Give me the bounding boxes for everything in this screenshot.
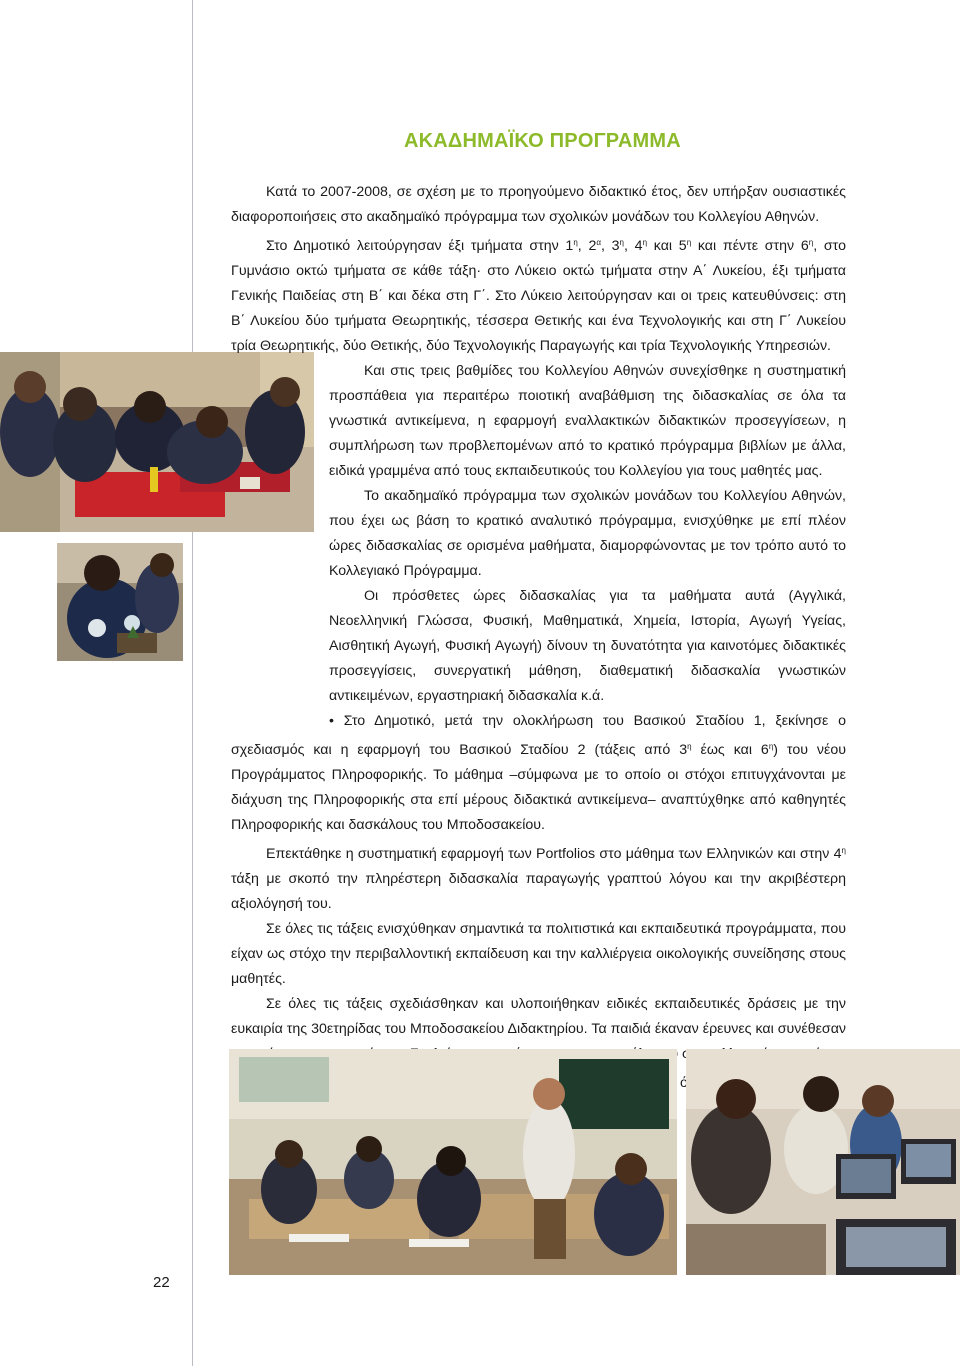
- ordinal-superscript: η: [768, 742, 774, 751]
- photo-classroom-teacher: [229, 1049, 677, 1275]
- paragraph-text: ) του νέου Προγράμματος Πληροφορικής. Το μάθημα –σύμφωνα με το οποίο οι στόχοι επιτυγχάνονται με διάχυση της Πληροφορικής στα επί μέρους διδακτικά αντικείμενα– αναπτύχθηκε από καθηγητές Πληροφορικής και δασκάλους του Μποδοσακείου.: [231, 742, 846, 833]
- ordinal-superscript: η: [573, 238, 578, 247]
- paragraph: [231, 230, 846, 359]
- paragraph-text: Σε όλες τις τάξεις ενισχύθηκαν σημαντικά τα πολιτιστικά και εκπαιδευτικά προγράμματα, που είχαν ως στόχο την περιβαλλοντική εκπαίδευση και την καλλιέργεια οικολογικής συνείδησης στους μαθητές.: [231, 921, 846, 987]
- paragraph: [231, 917, 846, 992]
- paragraph: [231, 838, 846, 917]
- ordinal-superscript: η: [808, 238, 814, 247]
- paragraph-text: , στο Γυμνάσιο οκτώ τμήματα σε κάθε τάξη· στο Λύκειο οκτώ τμήματα στην Α΄ Λυκείου, έξι τμήματα Γενικής Παιδείας στη Β΄ και δέκα στη Γ΄. Στο Λύκειο λειτούργησαν και οι τρεις κατευθύνσεις: στη Β΄ Λυκείου δύο τμήματα Θεωρητικής, τέσσερα Θετικής και ένα Τεχνολογικής και στη Γ΄ Λυκείου τρία Θεωρητικής, δύο Θετικής, δύο Τεχνολογικής Παραγωγής και τρία Τεχνολογικής Υπηρεσιών.: [231, 238, 846, 354]
- paragraph-text: Επεκτάθηκε η συστηματική εφαρμογή των Portfolios στο μάθημα των Ελληνικών και στην 4: [266, 846, 842, 862]
- paragraph-text: Οι πρόσθετες ώρες διδασκαλίας για τα μαθήματα αυτά (Αγγλικά, Νεοελληνική Γλώσσα, Φυσική, Μαθηματικά, Χημεία, Ιστορία, Αγωγή Υγείας, Αισθητική Αγωγή, Φυσική Αγωγή) δίνουν τη δυνατότητα για καινοτόμες διδακτικές προσεγγίσεις, συνεργατική μάθηση, διαθεματική διδασκαλία γνωστικών αντικειμένων, εργαστηριακή διδασκαλία κ.ά.: [329, 588, 846, 704]
- paragraph-text: έως και 6: [691, 742, 769, 758]
- ordinal-superscript: η: [686, 238, 692, 247]
- bullet-paragraph: [231, 709, 846, 838]
- paragraph-text: και πέντε στην 6: [691, 238, 809, 254]
- paragraph: [231, 180, 846, 230]
- paragraph-text: Στο Δημοτικό, μετά την ολοκλήρωση του Βασικού Σταδίου 1, ξεκίνησε ο σχεδιασμός και η εφαρμογή του Βασικού Σταδίου 2 (τάξεις από 3: [231, 713, 846, 758]
- paragraph-text: Και στις τρεις βαθμίδες του Κολλεγίου Αθηνών συνεχίσθηκε η συστηματική προσπάθεια για περαιτέρω ποιοτική αναβάθμιση της διδασκαλίας σε όλα τα γνωστικά αντικείμενα, η εφαρμογή εναλλακτικών διδακτικών προσεγγίσεων, η συμπλήρωση των προβλεπομένων από το κρατικό πρόγραμμα βιβλίων με άλλα, ειδικά γραμμένα από τους εκπαιδευτικούς του Κολλεγίου για τους μαθητές μας.: [329, 363, 846, 479]
- page-number: 22: [153, 1274, 170, 1291]
- margin-rule: [192, 0, 193, 1366]
- photo-computer-lab: [686, 1049, 960, 1275]
- paragraph-text: , 4: [624, 238, 643, 254]
- paragraph-text: Κατά το 2007-2008, σε σχέση με το προηγούμενο διδακτικό έτος, δεν υπήρξαν ουσιαστικές διαφοροποιήσεις στο ακαδημαϊκό πρόγραμμα των σχολικών μονάδων του Κολλεγίου Αθηνών.: [231, 184, 846, 225]
- paragraph-text: , 2: [577, 238, 597, 254]
- paragraph-text: Στο Δημοτικό λειτούργησαν έξι τμήματα στην 1: [266, 238, 574, 254]
- paragraph-text: Το ακαδημαϊκό πρόγραμμα των σχολικών μονάδων του Κολλεγίου Αθηνών, που έχει ως βάση το κρατικό αναλυτικό πρόγραμμα, ενισχύθηκε με επί πλέον ώρες διδασκαλίας σε ορισμένα μαθήματα, διαμορφώνοντας με τον τρόπο αυτό το Κολλεγιακό Πρόγραμμα.: [329, 488, 846, 579]
- ordinal-superscript: η: [642, 238, 648, 247]
- ordinal-superscript: η: [841, 846, 846, 855]
- paragraph-text: τάξη με σκοπό την πληρέστερη διδασκαλία παραγωγής γραπτού λόγου και την ακριβέστερη αξιολόγησή του.: [231, 871, 846, 912]
- paragraph-text: και 5: [647, 238, 687, 254]
- photo-student-gardening: [57, 543, 183, 661]
- bullet-icon: •: [329, 713, 334, 729]
- ordinal-superscript: η: [687, 742, 692, 751]
- paragraph-text: , 3: [600, 238, 620, 254]
- paragraph-text: Σε όλες τις τάξεις σχεδιάσθηκαν και υλοποιήθηκαν ειδικές εκπαιδευτικές δράσεις με την ευκαιρία της 30ετηρίδας του Μποδοσακείου Διδακτηρίου. Τα παιδιά έκαναν έρευνες και συνέθεσαν: [231, 996, 846, 1037]
- ordinal-superscript: α: [596, 238, 601, 247]
- body-text: [231, 180, 846, 1096]
- page-title: ΑΚΑΔΗΜΑΪΚΟ ΠΡΟΓΡΑΜΜΑ: [404, 130, 681, 152]
- ordinal-superscript: η: [619, 238, 624, 247]
- image-wrap-spacer: [231, 359, 329, 724]
